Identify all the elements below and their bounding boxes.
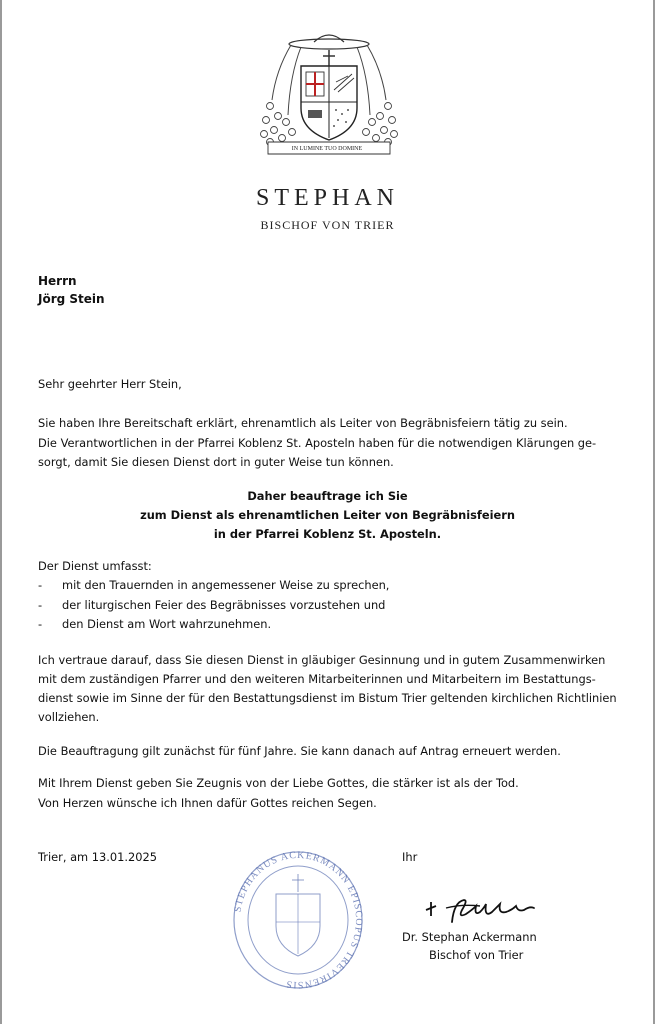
commission-line: Daher beauftrage ich Sie bbox=[247, 489, 408, 503]
place-date: Trier, am 13.01.2025 bbox=[38, 850, 157, 864]
signer-title: Bischof von Trier bbox=[429, 948, 524, 962]
paragraph-1-line: Sie haben Ihre Bereitschaft erklärt, ehrenamtlich als Leiter von Begräbnisfeiern tätig zu sein. bbox=[38, 416, 568, 430]
commission-line: in der Pfarrei Koblenz St. Aposteln. bbox=[213, 527, 442, 541]
paragraph-2-line: mit dem zuständigen Pfarrer und den weiteren Mitarbeiterinnen und Mitarbeitern im Bestattungs- bbox=[38, 672, 596, 686]
letterhead-title: BISCHOF VON TRIER bbox=[260, 218, 395, 232]
paragraph-3: Die Beauftragung gilt zunächst für fünf Jahre. Sie kann danach auf Antrag erneuert werden. bbox=[38, 744, 561, 758]
scope-list-item-text: mit den Trauernden in angemessener Weise zu sprechen, bbox=[62, 578, 390, 592]
letterhead-name: STEPHAN bbox=[255, 185, 399, 211]
greeting: Sehr geehrter Herr Stein, bbox=[38, 377, 182, 391]
paragraph-2-line: Ich vertraue darauf, dass Sie diesen Dienst in gläubiger Gesinnung und in gutem Zusammenwirken bbox=[38, 653, 606, 667]
scope-list-item: - mit den Trauernden in angemessener Weise zu sprechen, bbox=[38, 578, 390, 592]
scope-list-item-text: den Dienst am Wort wahrzunehmen. bbox=[62, 617, 272, 631]
coat-of-arms-icon bbox=[256, 30, 402, 158]
paragraph-4-line: Mit Ihrem Dienst geben Sie Zeugnis von der Liebe Gottes, die stärker ist als der Tod. bbox=[38, 776, 519, 790]
seal-text: STEPHANUS ACKERMANN EPISCOPUS TREVIRENSIS bbox=[232, 849, 365, 990]
paragraph-4-line: Von Herzen wünsche ich Ihnen dafür Gottes reichen Segen. bbox=[38, 796, 377, 810]
recipient-salutation-line: Herrn bbox=[38, 274, 77, 288]
scope-list-item-text: der liturgischen Feier des Begräbnisses vorzustehen und bbox=[62, 598, 386, 612]
scope-list-item: - der liturgischen Feier des Begräbnisses vorzustehen und bbox=[38, 598, 386, 612]
paragraph-2-line: vollziehen. bbox=[38, 710, 100, 724]
scope-list-item: - den Dienst am Wort wahrzunehmen. bbox=[38, 617, 272, 631]
recipient-name: Jörg Stein bbox=[38, 292, 105, 306]
paragraph-1-line: sorgt, damit Sie diesen Dienst dort in guter Weise tun können. bbox=[38, 455, 394, 469]
paragraph-2-line: dienst sowie im Sinne der für den Bestattungsdienst im Bistum Trier geltenden kirchlichen Richtlinien bbox=[38, 691, 617, 705]
handwritten-signature-icon bbox=[422, 892, 542, 928]
closing: Ihr bbox=[402, 850, 418, 864]
signer-name: Dr. Stephan Ackermann bbox=[402, 930, 537, 944]
motto-ribbon-text: IN LUMINE TUO DOMINE bbox=[291, 146, 363, 152]
paragraph-1-line: Die Verantwortlichen in der Pfarrei Koblenz St. Aposteln haben für die notwendigen Klärungen ge- bbox=[38, 436, 597, 450]
scope-intro: Der Dienst umfasst: bbox=[38, 559, 152, 573]
commission-line: zum Dienst als ehrenamtlichen Leiter von Begräbnisfeiern bbox=[140, 508, 515, 522]
episcopal-seal-stamp-icon bbox=[230, 842, 366, 990]
